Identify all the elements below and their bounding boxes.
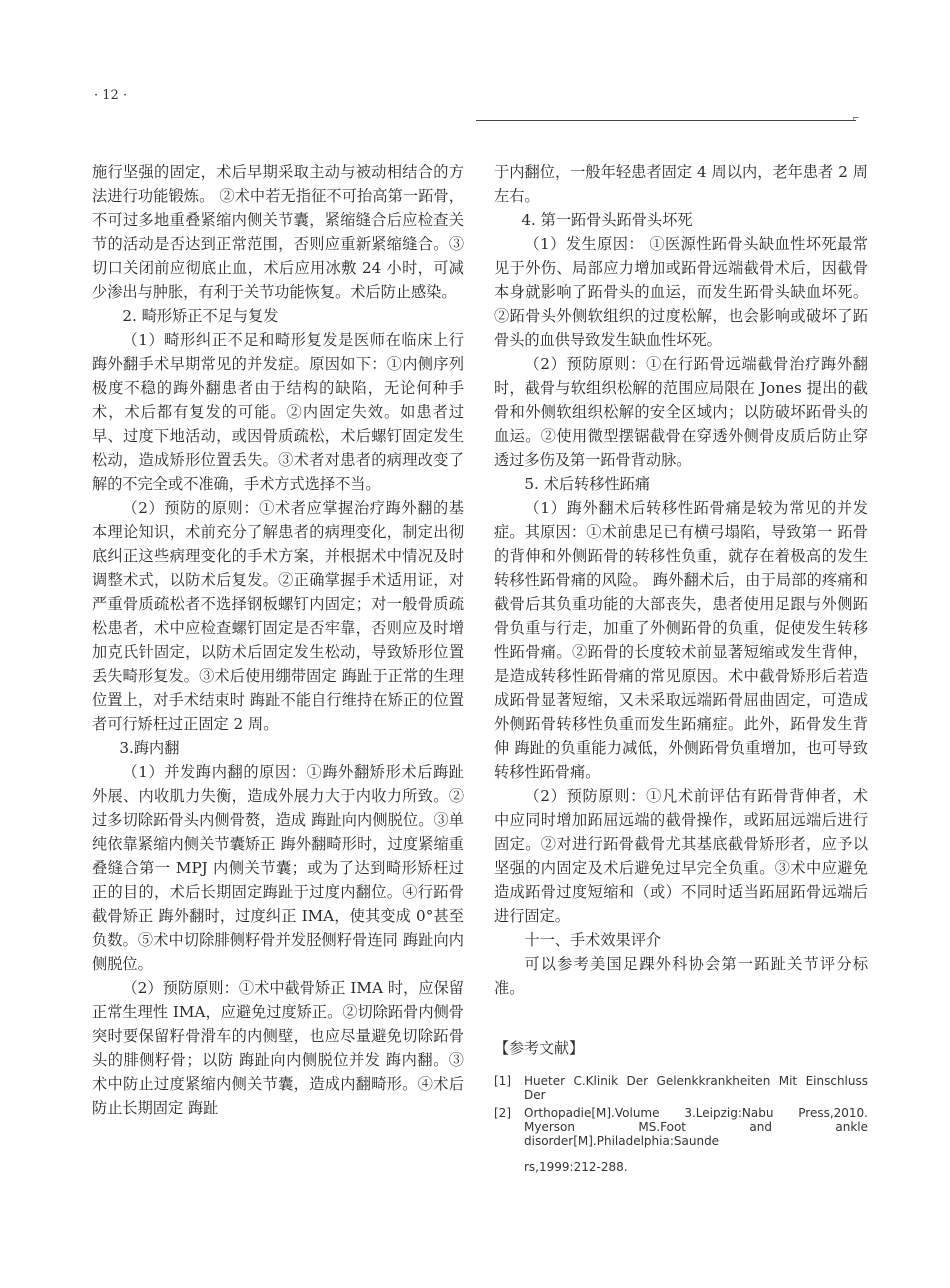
paragraph: 于内翻位，一般年轻患者固定 4 周以内，老年患者 2 周左右。 — [494, 163, 868, 205]
right-column — [494, 160, 868, 1174]
reference-text: Orthopadie[M].Volume 3.Leipzig:Nabu Press,2010. Myerson MS.Foot and ankle disorder[M].Philadelphia:Saunde — [524, 1106, 868, 1148]
section-heading: 3.踇内翻 — [119, 739, 180, 757]
paragraph: （2）预防原则：①术中截骨矫正 IMA 时，应保留正常生理性 IMA，应避免过度矫正。②切除跖骨内侧骨突时要保留籽骨滑车的内侧壁，也应尽量避免切除跖骨头的腓侧籽骨；以防 踇趾向内侧脱位并发 踇内翻。③术中防止过度紧缩内侧关节囊，造成内翻畸形。④术后防止长期固定 踇趾 — [92, 979, 464, 1117]
paragraph: （1）发生原因： ①医源性跖骨头缺血性坏死最常见于外伤、局部应力增加或跖骨远端截骨术后，因截骨本身就影响了跖骨头的血运，而发生跖骨头缺血坏死。②跖骨头外侧软组织的过度松解，也会影响或破坏了跖骨头的血供导致发生缺血性坏死。 — [494, 235, 868, 349]
paragraph: 可以参考美国足踝外科协会第一跖趾关节评分标准。 — [494, 955, 868, 997]
paragraph: （1）并发踇内翻的原因：①踇外翻矫形术后踇趾外展、内收肌力失衡，造成外展力大于内收力所致。②过多切除跖骨头内侧骨赘，造成 踇趾向内侧脱位。③单纯依靠紧缩内侧关节囊矫正 踇外翻畸形时，过度紧缩重叠缝合第一 MPJ 内侧关节囊；或为了达到畸形矫枉过正的目的，术后长期固定踇趾于过度内翻位。④行跖骨截骨矫正 踇外翻时，过度纠正 IMA，使其变成 0°甚至负数。⑤术中切除腓侧籽骨并发胫侧籽骨连同 踇趾向内侧脱位。 — [92, 763, 464, 973]
header-corner-mark: ⌐ — [852, 114, 860, 124]
reference-text: Hueter C.Klinik Der Gelenkkrankheiten Mit Einschluss Der — [524, 1074, 868, 1102]
section-heading: 十一、手术效果评介 — [524, 931, 662, 949]
reference-continuation: rs,1999:212-288. — [524, 1160, 628, 1174]
paragraph: （1）踇外翻术后转移性跖骨痛是较为常见的并发症。其原因：①术前患足已有横弓塌陷，导致第一 跖骨的背伸和外侧跖骨的转移性负重，就存在着极高的发生转移性跖骨痛的风险。 踇外翻术后，由于局部的疼痛和截骨后其负重功能的大部丧失，患者使用足跟与外侧跖骨负重与行走，加重了外侧跖骨的负重，促使发生转移性跖骨痛。②跖骨的长度较术前显著短缩或发生背伸，是造成转移性跖骨痛的常见原因。术中截骨矫形后若造成跖骨显著短缩，又未采取远端跖骨屈曲固定，可造成外侧跖骨转移性负重而发生跖痛症。此外，跖骨发生背伸 踇趾的负重能力减低，外侧跖骨负重增加，也可导致转移性跖骨痛。 — [494, 499, 868, 781]
header-rule — [476, 120, 856, 121]
paragraph: （2）预防原则：①凡术前评估有跖骨背伸者，术中应同时增加跖屈远端的截骨操作，或跖屈远端后进行固定。②对进行跖骨截骨尤其基底截骨矫形者，应予以坚强的内固定及术后避免过早完全负重。③术中应避免造成跖骨过度短缩和（或）不同时适当跖屈跖骨远端后进行固定。 — [494, 787, 868, 925]
section-heading: 2. 畸形矫正不足与复发 — [122, 307, 279, 325]
references-title: 【参考文献】 — [494, 1039, 585, 1057]
reference-list — [494, 1074, 868, 1174]
reference-number: [2] — [494, 1106, 511, 1120]
paragraph: （1）畸形纠正不足和畸形复发是医师在临床上行踇外翻手术早期常见的并发症。原因如下：①内侧序列极度不稳的踇外翻患者由于结构的缺陷，无论何种手术，术后都有复发的可能。②内固定失效。如患者过早、过度下地活动，或因骨质疏松，术后螺钉固定发生松动，造成矫形位置丢失。③术者对患者的病理改变了解的不完全或不准确，手术方式选择不当。 — [92, 331, 464, 493]
paragraph: （2）预防原则：①在行跖骨远端截骨治疗踇外翻时，截骨与软组织松解的范围应局限在 Jones 提出的截骨和外侧软组织松解的安全区域内；以防破坏跖骨头的血运。②使用微型摆锯截骨在穿透外侧骨皮质后防止穿透过多伤及第一跖骨背动脉。 — [494, 355, 868, 469]
section-heading: 4. 第一跖骨头跖骨头坏死 — [521, 211, 693, 229]
page-number: · 12 · — [94, 88, 128, 103]
paragraph: （2）预防的原则：①术者应掌握治疗踇外翻的基本理论知识，术前充分了解患者的病理变化，制定出彻底纠正这些病理变化的手术方案，并根据术中情况及时调整术式，以防术后复发。②正确掌握手术适用证，对严重骨质疏松者不选择钢板螺钉内固定；对一般骨质疏松患者，术中应检查螺钉固定是否牢靠，否则应及时增加克氏针固定，以防术后固定发生松动，导致矫形位置丢失畸形复发。③术后使用绷带固定 踇趾于正常的生理位置上，对手术结束时 踇趾不能自行维持在矫正的位置者可行矫枉过正固定 2 周。 — [92, 499, 464, 733]
left-column — [92, 160, 464, 1120]
paragraph: 施行坚强的固定，术后早期采取主动与被动相结合的方法进行功能锻炼。 ②术中若无指征不可抬高第一跖骨，不可过多地重叠紧缩内侧关节囊，紧缩缝合后应检查关节的活动是否达到正常范围，否则应重新紧缩缝合。③切口关闭前应彻底止血，术后应用冰敷 24 小时，可减少渗出与肿胀，有利于关节功能恢复。术后防止感染。 — [92, 163, 464, 301]
reference-item — [494, 1106, 868, 1148]
reference-number: [1] — [494, 1074, 511, 1088]
reference-item — [494, 1074, 868, 1102]
section-heading: 5. 术后转移性跖痛 — [524, 475, 651, 493]
